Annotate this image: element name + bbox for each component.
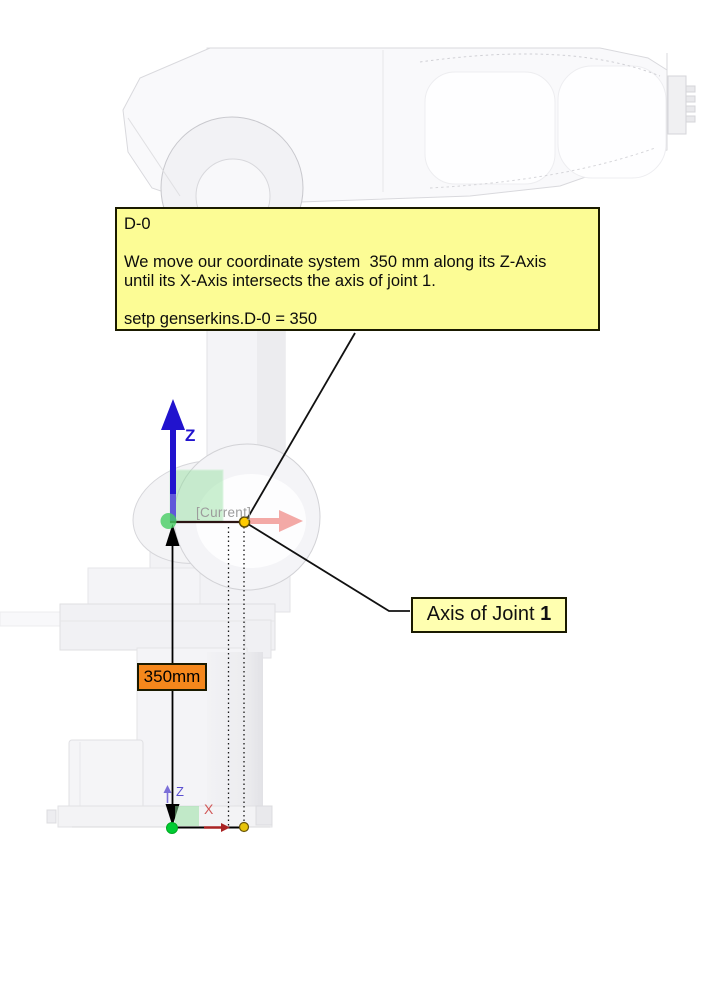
z-axis-arrowhead bbox=[161, 399, 185, 430]
callout-text: Axis of Joint bbox=[426, 603, 541, 625]
d0-note-box bbox=[115, 207, 600, 331]
base-frame-highlight-square bbox=[175, 806, 199, 826]
callout-number: 1 bbox=[540, 603, 552, 625]
note-body-line2: until its X-Axis intersects the axis of joint 1. bbox=[124, 272, 436, 290]
base-z-axis-label: Z bbox=[176, 784, 184, 799]
base-x-axis-label: X bbox=[204, 801, 214, 817]
note-body-line1: We move our coordinate system 350 mm along its Z-Axis bbox=[124, 253, 547, 271]
current-frame-label: [Current] bbox=[196, 505, 252, 520]
note-title: D-0 bbox=[124, 215, 151, 233]
base-origin-point bbox=[167, 823, 178, 834]
note-command: setp genserkins.D-0 = 350 bbox=[124, 310, 318, 328]
base-axis-point bbox=[240, 823, 249, 832]
dimension-350mm-label: 350mm bbox=[137, 663, 207, 691]
axis-of-joint-callout bbox=[411, 597, 567, 633]
z-axis-label: Z bbox=[185, 426, 196, 445]
origin-point bbox=[161, 513, 177, 529]
